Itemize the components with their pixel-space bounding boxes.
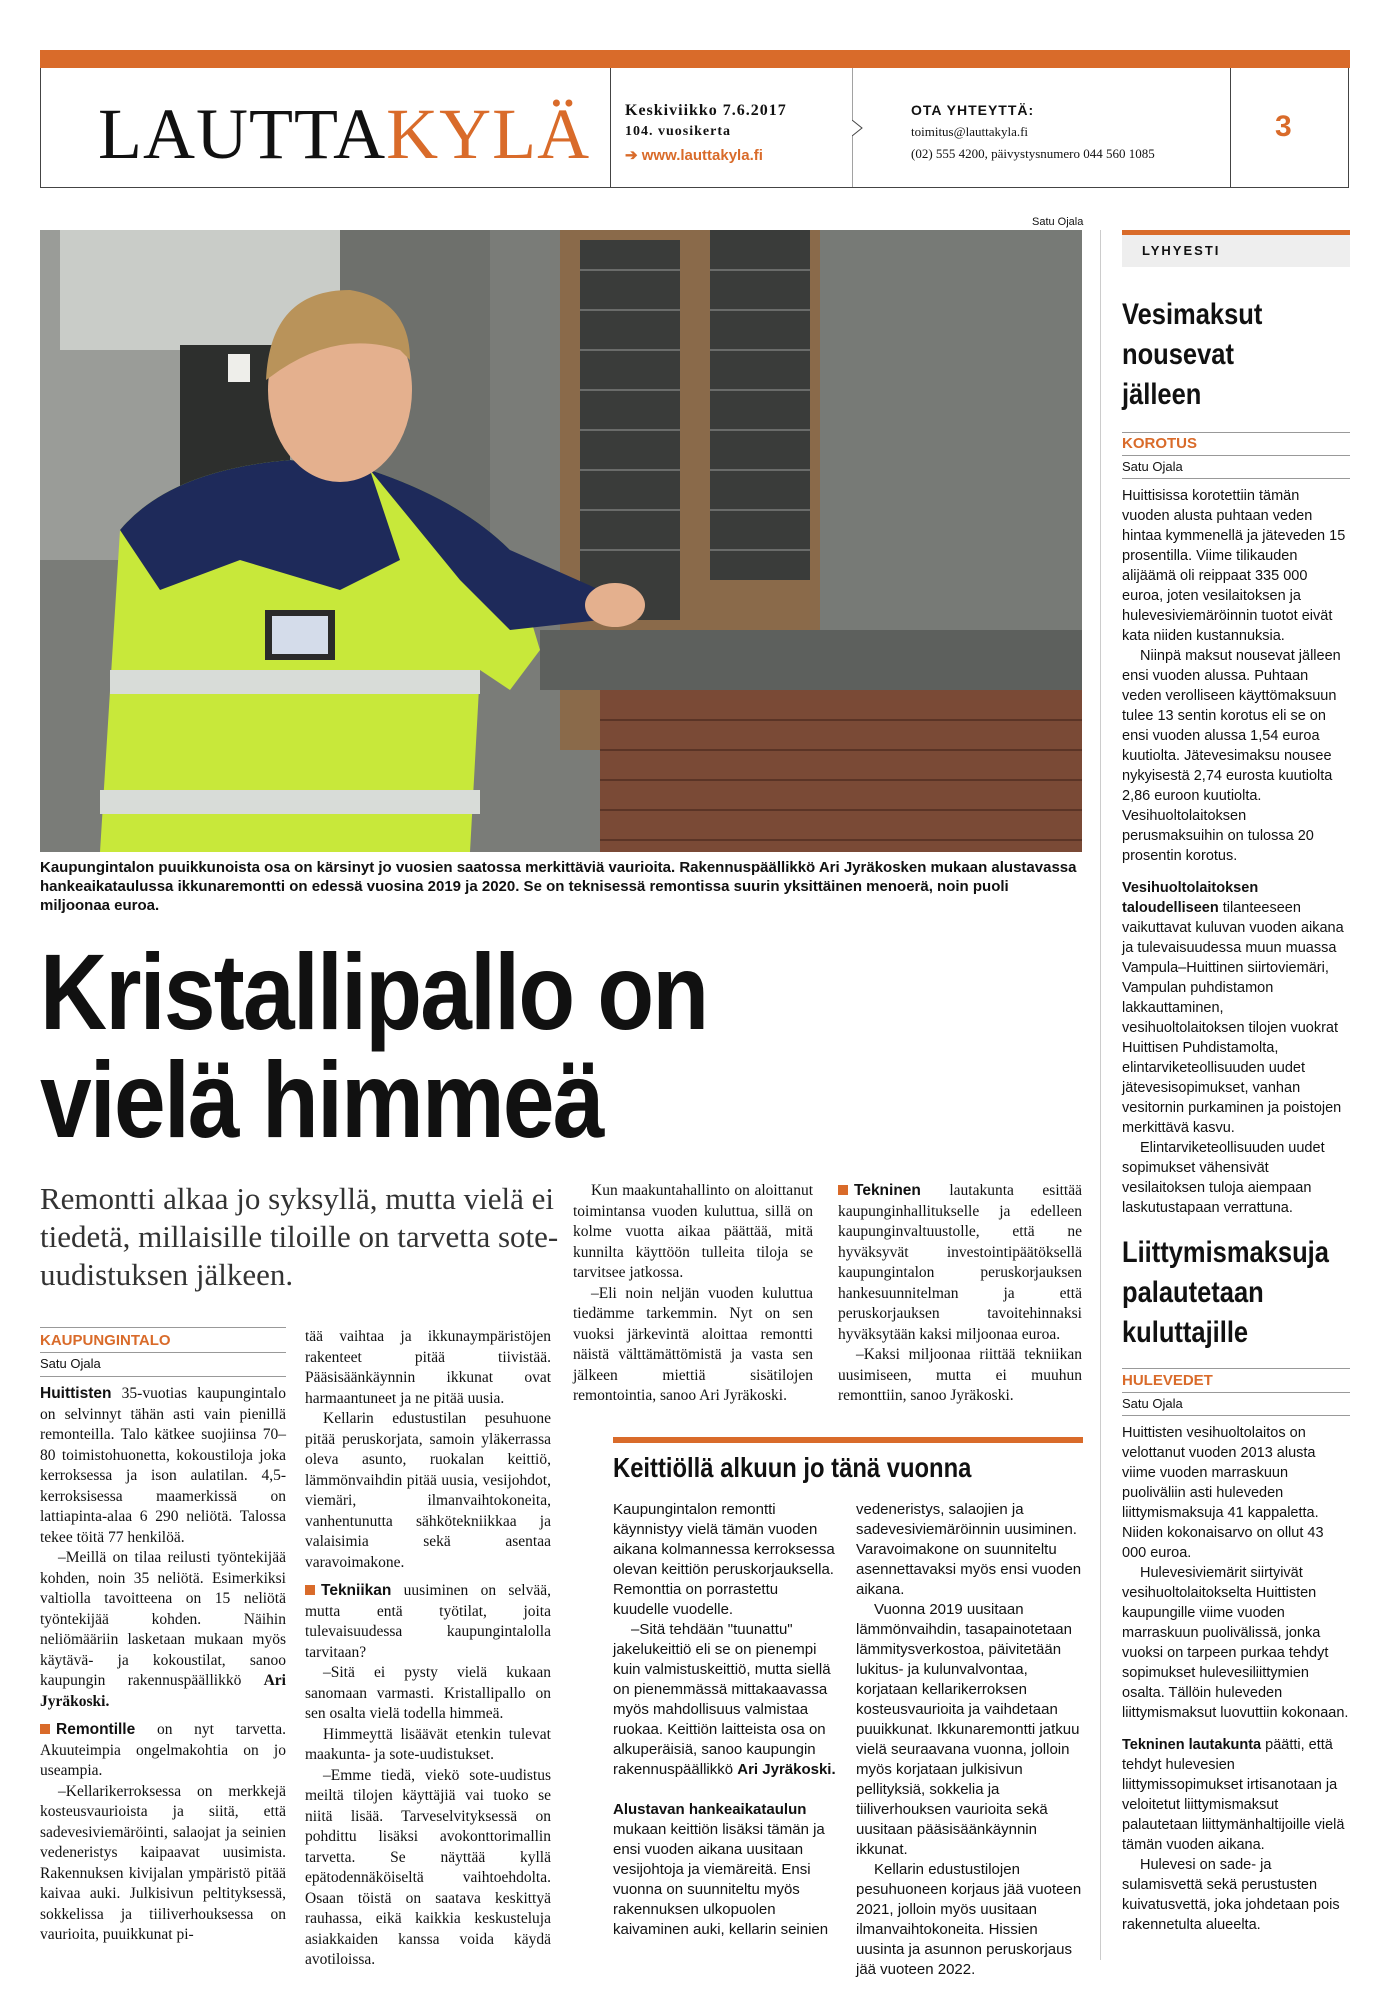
article-column-3: Kun maakuntahallinto on aloittanut toimintansa vuoden kuluttua, sillä on kolme vuotta aikaa päättää, mitä kunnilta käyttöön tulleita tiloja se tarvitsee jatkossa. –Eli noin neljän vuoden kuluttua tiedämme tarkemmin. Nyt on sen vuoksi järkevintä aloittaa remontti näistä välttämättömistä ja vasta sen jälkeen miettiä sisätilojen remontointia, sanoo Ari Jyräkoski.: [573, 1182, 813, 1404]
bullet-square-icon: [305, 1585, 315, 1595]
section-rule: [40, 1352, 286, 1353]
section-rule: [1122, 478, 1350, 479]
subarticle-column-1: Kaupungintalon remontti käynnistyy vielä tämän vuoden aikana kolmannessa kerroksessa olevan keittiön peruskorjauksella. Remonttia on porrastettu kuudelle vuodelle. –Sitä tehdään "tuunattu" jakelukeittiö eli se on pienempi kuin valmistuskeittiö, mutta siellä on pienemmässä mittakaavassa myös mahdollisuus valmistaa ruokaa. Keittiön laitteista osa on alkuperäisiä, sanoo kaupungin rakennuspäällikkö Ari Jyräkoski. Alustavan hankeaikataulun mukaan keittiön lisäksi tämän ja ensi vuoden aikana uusitaan vesijohtoja ja viemäreitä. Ensi vuonna on suunniteltu myös rakennuksen ulkopuolen kaivaminen auki, kellarin seinien: [613, 1501, 836, 1938]
sidebar-article-1-byline: Satu Ojala: [1122, 459, 1183, 474]
section-rule: [1122, 455, 1350, 456]
byline: Satu Ojala: [40, 1356, 101, 1371]
bullet-square-icon: [838, 1185, 848, 1195]
sidebar-article-1-body: Huittisissa korotettiin tämän vuoden alusta puhtaan veden hintaa kymmenellä ja jäteveden 15 prosentilla. Viime tilikauden alijäämä oli reippaat 335 000 euroa, joten vesilaitoksen ja hulevesiviemäröinnin tuotot eivät kata niiden kustannuksia. Niinpä maksut nousevat jälleen ensi vuoden alussa. Puhtaan veden verolliseen käyttömaksuun tulee 13 sentin korotus eli se on ensi vuoden alussa 1,54 euroa kuutiolta. Jätevesimaksu nousee nykyisestä 2,74 eurosta kuutiolta 2,86 euroon kuutiolta. Vesihuoltolaitoksen perusmaksuihin on tulossa 20 prosentin korotus. Vesihuoltolaitoksen taloudelliseen tilanteeseen vaikuttavat kuluvan vuoden aikana ja tulevaisuudessa muun muassa Vampula–Huittinen siirtoviemäri, Vampulan puhdistamon lakkauttaminen, vesihuoltolaitoksen tilojen vuokrat Huittisen Puhdistamolta, elintarviketeollisuuden uudet jätevesisopimukset, vanhan vesitornin purkaminen ja poistojen merkittävä kasvu. Elintarviketeollisuuden uudet sopimukset vähensivät vesilaitoksen tuloja aiempaan laskutustapaan verrattuna.: [1122, 488, 1346, 1216]
masthead-divider: [610, 68, 611, 188]
photo-credit: Satu Ojala: [1032, 216, 1084, 228]
contact-phone: (02) 555 4200, päivystysnumero 044 560 1085: [911, 146, 1155, 161]
article-column-1: Huittisten 35-vuotias kaupungintalo on selvinnyt tähän asti vain pienillä remonteilla. Talo kätkee suojiinsa 70–80 toimistohuonetta, kokoustiloja joka kerroksessa ja ison aulatilan. 4,5-kerroksisessa maamerkissä on lattiapinta-alaa 6 290 neliötä. Talossa tekee töitä 77 henkilöä. –Meillä on tilaa reilusti työntekijää kohden, noin 35 neliötä. Esimerkiksi valtiolla tavoitteena on 15 neliötä työntekijää kohden. Näihin neliömääriin lasketaan mukaan myös käytävä- ja kokoustilat, sanoo kaupungin rakennuspäällikkö Ari Jyräkoski. Remontille on nyt tarvetta. Akuuteimpia ongelmakohtia on jo useampia. –Kellarikerroksessa on merkkejä kosteusvaurioista ja siitä, että sadevesiviemäröinti, salaojat ja seinien vedeneristys kaipaavat uusimista. Rakennuksen kivijalan ympäristö pitää kaivaa auki. Julkisivun peltityksessä, sokkelissa ja tiiliverhouksessa on vaurioita, puuikkunat pi-: [40, 1385, 286, 1943]
photo-caption: Kaupungintalon puuikkunoista osa on kärsinyt jo vuosien saatossa merkittäviä vaurioita. Rakennuspäällikkö Ari Jyräkosken mukaan alustavassa hankeaikataulussa ikkunaremontti on edessä vuosina 2019 ja 2020. Se on teknisessä remontissa suurin yksittäinen menoerä, noin puoli miljoonaa euroa.: [40, 859, 1077, 914]
sidebar-article-1-title: Vesimaksut nousevat jälleen: [1122, 298, 1263, 411]
sidebar-label: LYHYESTI: [1122, 235, 1350, 267]
sidebar-separator: [1100, 230, 1101, 1960]
sidebar-article-1-section: KOROTUS: [1122, 435, 1197, 452]
masthead-top-bar: [40, 50, 1350, 68]
article-photo: [40, 230, 1082, 852]
bullet-square-icon: [40, 1724, 50, 1734]
page-number: 3: [1275, 110, 1292, 143]
section-rule: [1122, 1415, 1350, 1416]
section-rule: [40, 1327, 286, 1328]
subarticle-bar: [613, 1437, 1083, 1443]
sidebar-article-2-byline: Satu Ojala: [1122, 1396, 1183, 1411]
sidebar-article-2-section: HULEVEDET: [1122, 1372, 1213, 1389]
contact-title: OTA YHTEYTTÄ:: [911, 102, 1035, 118]
section-rule: [1122, 432, 1350, 433]
issue-date: Keskiviikko 7.6.2017: [625, 102, 787, 119]
website-link[interactable]: ➔ www.lauttakyla.fi: [625, 147, 763, 164]
contact-email[interactable]: toimitus@lauttakyla.fi: [911, 124, 1029, 139]
masthead-divider: [1230, 68, 1231, 188]
sidebar-article-2-title: Liittymismaksuja palautetaan kuluttajille: [1122, 1236, 1329, 1349]
section-rule: [1122, 1368, 1350, 1369]
section-rule: [40, 1376, 286, 1377]
article-column-2: tää vaihtaa ja ikkunaympäristöjen rakenteet pitää tiivistää. Pääsisäänkäynnin ikkunat ovat harmaantuneet ja ne pitää uusia. Kellarin edustustilan pesuhuone pitää peruskorjata, samoin yläkerrassa oleva asunto, ruokalan keittiö, lämmönvaihdin pitää uusia, vesijohdot, viemäri, ilmanvaihtokoneita, vanhentunutta sähkötekniikkaa ja valaisimia sekä asentaa varavoimakone. Tekniikan uusiminen on selvää, mutta entä työtilat, joita tulevaisuudessa kaupungintalolla tarvitaan? –Sitä ei pysty vielä kukaan sanomaan varmasti. Kristallipallo on sen osalta vielä todella himmeä. Himmeyttä lisäävät etenkin tulevat maakunta- ja sote-uudistukset. –Emme tiedä, viekö sote-uudistus meiltä tilojen käyttäjiä vai tuoko se niitä lisää. Tarveselvityksessä on pohdittu lisäksi avokonttorimallin tarvetta. Se näyttää kyllä epätodennäköiseltä vaihtoehdolta. Osaan töistä on saatava keskittyä rauhassa, eikä kaikkia keskusteluja asiakkaiden kanssa voida käydä avotiloissa.: [305, 1328, 551, 1968]
subarticle-column-2: vedeneristys, salaojien ja sadevesiviemäröinnin uusiminen. Varavoimakone on suunniteltu asennettavaksi myös ensi vuoden aikana. Vuonna 2019 uusitaan lämmönvaihdin, tasapainotetaan lämmitysverkostoa, päivitetään lukitus- ja kulunvalvontaa, korjataan kellarikerroksen kosteusvaurioita ja vaihdetaan puuikkunat. Ikkunaremontti jatkuu vielä seuraavana vuonna, jolloin myös korjataan julkisivun pellityksiä, sokkelia ja tiiliverhouksen vaurioita sekä uusitaan pääsisäänkäynnin ikkunat. Kellarin edustustilojen pesuhuoneen korjaus jää vuoteen 2021, jolloin myös uusitaan ilmanvaihtokoneita. Hissien uusinta ja asunnon peruskorjaus jää vuoteen 2022.: [856, 1501, 1082, 1978]
section-rule: [1122, 1392, 1350, 1393]
article-headline: Kristallipallo on vielä himmeä: [40, 931, 708, 1160]
arrow-right-icon: ➔: [625, 147, 642, 164]
worker-at-window-illustration: [40, 230, 1082, 852]
article-column-4: Tekninen lautakunta esittää kaupunginhallitukselle ja edelleen kaupunginvaltuustolle, että ne hyväksyvät investointipäätöksellä kaupungintalon peruskorjauksen hankesuunnitelman ja että peruskorjauksen tavoitehinnaksi hyväksytään kaksi miljoonaa euroa. –Kaksi miljoonaa riittää tekniikan uusimiseen, mutta ei muuhun remonttiin, sanoo Jyräkoski.: [838, 1182, 1082, 1404]
sidebar-article-2-body: Huittisten vesihuoltolaitos on velottanut vuoden 2013 alusta viime vuoden marraskuun puoliväliin asti huleveden liittymismaksuja 41 kappaletta. Niiden kokonaisarvo on ollut 43 000 euroa. Hulevesiviemärit siirtyivät vesihuoltolaitokselta Huittisten kaupungille viime vuoden marraskuun puolivälissä, jonka vuoksi on tarpeen purkaa tehdyt sopimukset hulevesiliittymien osalta. Tällöin huleveden liittymismaksut luovuttiin kokonaan. Tekninen lautakunta päätti, että tehdyt hulevesien liittymissopimukset irtisanotaan ja veloitetut liittymismaksut palautetaan liittymänhaltijoille vielä tämän vuoden aikana. Hulevesi on sade- ja sulamisvettä sekä perustusten kuivatusvettä, joka johdetaan pois rakennetulta alueelta.: [1122, 1425, 1349, 1933]
section-label: KAUPUNGINTALO: [40, 1332, 171, 1349]
newspaper-logo[interactable]: LAUTTAKYLÄ: [98, 94, 591, 174]
article-lede: Remontti alkaa jo syksyllä, mutta vielä ei tiedetä, millaisille tiloille on tarvetta sote-uudistuksen jälkeen.: [40, 1181, 559, 1292]
issue-volume: 104. vuosikerta: [625, 124, 731, 139]
subarticle-title: Keittiöllä alkuun jo tänä vuonna: [613, 1452, 972, 1483]
chevron-divider-icon: [852, 68, 872, 188]
